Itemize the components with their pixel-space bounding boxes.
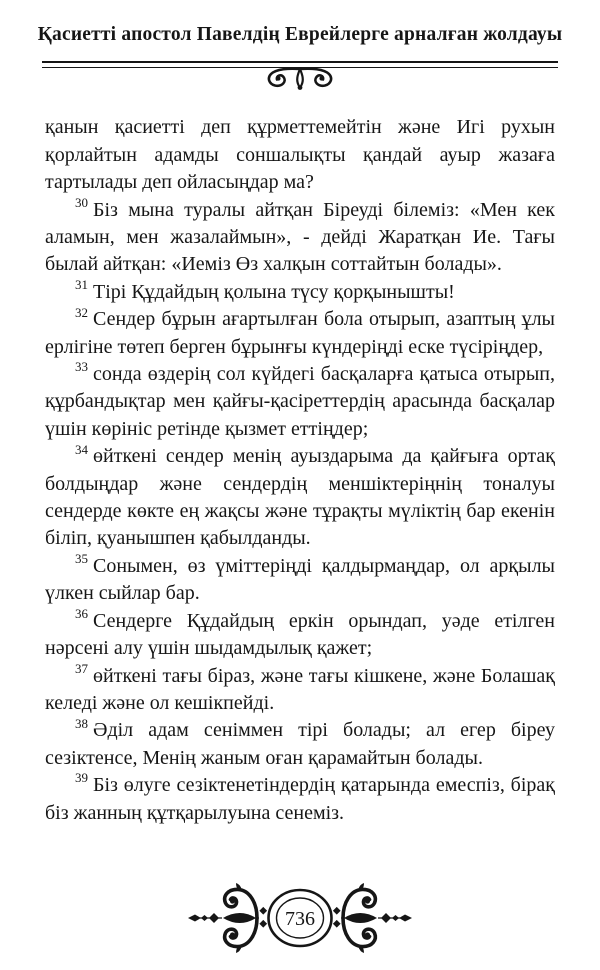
verse-text: Әділ адам сеніммен тірі болады; ал егер біреу сезіктенсе, Менің жаным оған қарамайтын болады. xyxy=(45,719,555,769)
verse-number: 39 xyxy=(75,770,88,786)
verse-text: сонда өздерің сол күйдегі басқаларға қатыса отырып, құрбандықтар мен қайғы-қасіреттердің арасында басқалар үшін көрініс ретінде қызмет еттіңдер; xyxy=(45,363,555,440)
verse-34 xyxy=(45,443,555,553)
verse-text: Тірі Құдайдың қолына түсу қорқынышты! xyxy=(93,280,455,303)
page-header xyxy=(0,0,600,68)
page-number: 736 xyxy=(285,908,315,930)
verse-text: Сендер бұрын ағартылған бола отырып, азаптың ұлы ерлігіне төтеп берген бұрынғы күндеріңді еске түсіріңдер, xyxy=(45,308,555,358)
page-footer xyxy=(0,882,600,954)
verse-number: 30 xyxy=(75,194,88,210)
title-divider xyxy=(42,61,558,68)
scripture-text xyxy=(45,114,555,827)
verse-number: 31 xyxy=(75,277,88,293)
verse-number: 33 xyxy=(75,359,88,375)
verse-text: Біз мына туралы айтқан Біреуді білеміз: «Мен кек аламын, мен жазалаймын», - дейді Жаратқан Ие. Тағы былай айтқан: «Иеміз Өз халқын соттайтын болады». xyxy=(45,198,555,276)
footer-ornament-icon xyxy=(188,882,412,954)
verse-text: өйткені тағы біраз, және тағы кішкене, және Болашақ келеді және ол кешікпейді. xyxy=(45,664,555,714)
fleuron-ornament-icon xyxy=(261,67,339,95)
verse-number: 36 xyxy=(75,606,88,622)
verse-32 xyxy=(45,306,555,361)
verse-text: өйткені сендер менің ауыздарыма да қайғыға ортақ болдыңдар және сендердің меншіктеріңнің тоналуы сендерде көкте ең жақсы және тұрақты мүліктің бар екенін біліп, қуанышпен қабылданды. xyxy=(45,445,555,550)
verse-number: 34 xyxy=(75,441,88,457)
verse-number: 37 xyxy=(75,660,88,676)
verse-text: қанын қасиетті деп құрметтемейтін және Игі рухын қорлайтын адамды соншалықты қандай ауыр жазаға тартылады деп ойласыңдар ма? xyxy=(45,116,555,194)
verse-text: Сонымен, өз үміттеріңді қалдырмаңдар, ол арқылы үлкен сыйлар бар. xyxy=(45,554,555,605)
verse-number: 32 xyxy=(75,304,88,320)
verse-text: Біз өлуге сезіктенетіндердің қатарында емеспіз, бірақ біз жанның құтқарылуына сенеміз. xyxy=(45,774,555,824)
verse-37 xyxy=(45,660,555,718)
verse-38 xyxy=(45,717,555,772)
verse-continuation xyxy=(45,114,555,196)
verse-number: 35 xyxy=(75,551,88,567)
verse-39 xyxy=(45,772,555,827)
verse-list xyxy=(45,114,555,827)
verse-30 xyxy=(45,194,555,279)
verse-33 xyxy=(45,361,555,443)
verse-36 xyxy=(45,608,555,663)
verse-number: 38 xyxy=(75,715,88,731)
verse-text: Сендерге Құдайдың еркін орындап, уәде етілген нәрсені алу үшін шыдамдылық қажет; xyxy=(45,609,555,660)
verse-31 xyxy=(45,279,555,306)
page-title: Қасиетті апостол Павелдің Еврейлерге арналған жолдауы xyxy=(37,24,563,45)
verse-35 xyxy=(45,553,555,608)
